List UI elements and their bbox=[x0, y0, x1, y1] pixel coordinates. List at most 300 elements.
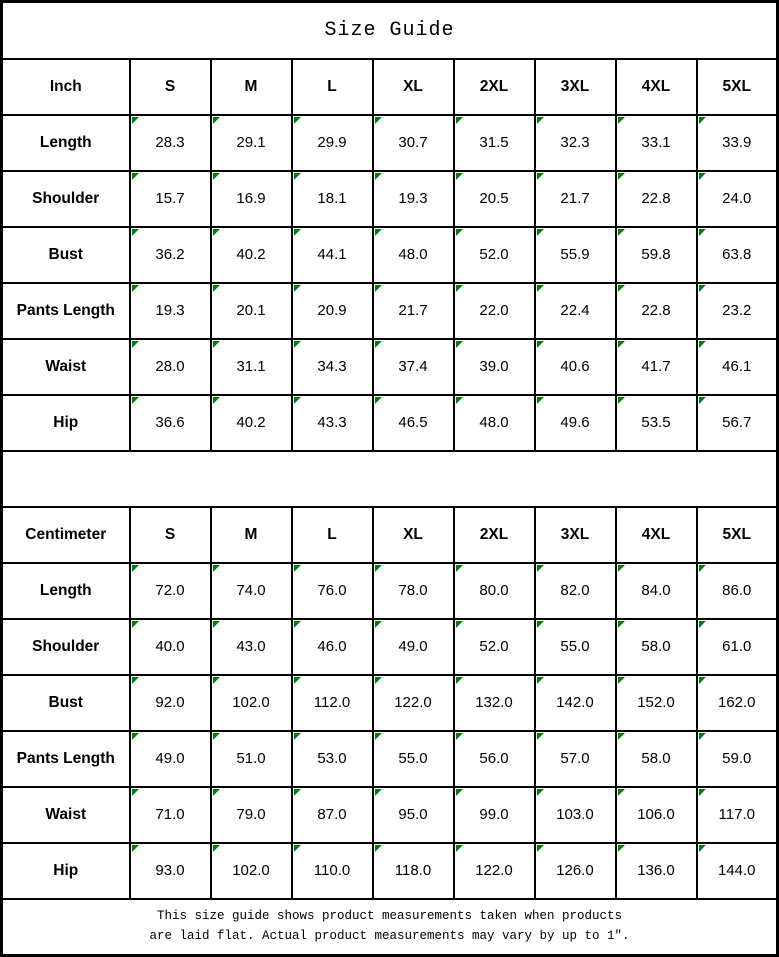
size-column-header: S bbox=[130, 59, 211, 115]
measurement-value: 39.0 bbox=[479, 358, 509, 375]
measurement-value-cell bbox=[535, 339, 616, 395]
measurement-value: 49.6 bbox=[560, 414, 590, 431]
measurement-value: 136.0 bbox=[637, 862, 675, 879]
unit-label: Inch bbox=[2, 59, 130, 115]
measurement-value: 52.0 bbox=[479, 246, 509, 263]
cell-flag-icon bbox=[456, 565, 463, 572]
measurement-row bbox=[2, 171, 778, 227]
cell-flag-icon bbox=[618, 621, 625, 628]
measurement-value-cell bbox=[616, 563, 697, 619]
measurement-value: 22.8 bbox=[641, 190, 671, 207]
size-column-header: 3XL bbox=[535, 507, 616, 563]
measurement-value-cell bbox=[454, 171, 535, 227]
measurement-label: Waist bbox=[2, 339, 130, 395]
measurement-value-cell bbox=[616, 283, 697, 339]
cell-flag-icon bbox=[375, 341, 382, 348]
measurement-value: 40.2 bbox=[236, 246, 266, 263]
measurement-label: Hip bbox=[2, 843, 130, 899]
measurement-value-cell bbox=[373, 171, 454, 227]
measurement-value: 46.5 bbox=[398, 414, 428, 431]
cell-flag-icon bbox=[213, 621, 220, 628]
measurement-value: 22.8 bbox=[641, 302, 671, 319]
cell-flag-icon bbox=[375, 621, 382, 628]
measurement-value: 29.1 bbox=[236, 134, 266, 151]
measurement-value: 31.1 bbox=[236, 358, 266, 375]
cell-flag-icon bbox=[213, 845, 220, 852]
measurement-value-cell bbox=[130, 843, 211, 899]
measurement-value-cell bbox=[373, 227, 454, 283]
measurement-value: 37.4 bbox=[398, 358, 428, 375]
size-column-header: XL bbox=[373, 59, 454, 115]
measurement-value: 63.8 bbox=[722, 246, 752, 263]
measurement-row bbox=[2, 843, 778, 899]
measurement-value-cell bbox=[535, 843, 616, 899]
measurement-value: 84.0 bbox=[641, 582, 671, 599]
cell-flag-icon bbox=[456, 677, 463, 684]
measurement-value-cell bbox=[211, 115, 292, 171]
cell-flag-icon bbox=[375, 397, 382, 404]
measurement-value-cell bbox=[211, 619, 292, 675]
measurement-label: Shoulder bbox=[2, 171, 130, 227]
measurement-value-cell bbox=[454, 787, 535, 843]
cell-flag-icon bbox=[537, 565, 544, 572]
measurement-value: 48.0 bbox=[398, 246, 428, 263]
measurement-value: 106.0 bbox=[637, 806, 675, 823]
measurement-value-cell bbox=[292, 171, 373, 227]
measurement-value-cell bbox=[292, 843, 373, 899]
measurement-value: 102.0 bbox=[232, 862, 270, 879]
measurement-value-cell bbox=[454, 675, 535, 731]
measurement-value-cell bbox=[373, 115, 454, 171]
measurement-value-cell bbox=[211, 787, 292, 843]
cell-flag-icon bbox=[456, 117, 463, 124]
measurement-value: 80.0 bbox=[479, 582, 509, 599]
measurement-value-cell bbox=[535, 675, 616, 731]
measurement-value: 92.0 bbox=[155, 694, 185, 711]
cell-flag-icon bbox=[537, 397, 544, 404]
measurement-value: 61.0 bbox=[722, 638, 752, 655]
cell-flag-icon bbox=[537, 733, 544, 740]
measurement-value: 122.0 bbox=[475, 862, 513, 879]
cell-flag-icon bbox=[699, 117, 706, 124]
measurement-value-cell bbox=[292, 787, 373, 843]
cell-flag-icon bbox=[375, 229, 382, 236]
measurement-label: Bust bbox=[2, 227, 130, 283]
measurement-value-cell bbox=[211, 171, 292, 227]
measurement-value: 41.7 bbox=[641, 358, 671, 375]
measurement-value: 55.0 bbox=[398, 750, 428, 767]
cell-flag-icon bbox=[213, 565, 220, 572]
measurement-value: 19.3 bbox=[155, 302, 185, 319]
cell-flag-icon bbox=[699, 845, 706, 852]
measurement-value-cell bbox=[292, 731, 373, 787]
cell-flag-icon bbox=[375, 117, 382, 124]
measurement-label: Length bbox=[2, 563, 130, 619]
cell-flag-icon bbox=[132, 565, 139, 572]
measurement-value-cell bbox=[130, 339, 211, 395]
measurement-value-cell bbox=[697, 843, 778, 899]
measurement-row bbox=[2, 395, 778, 451]
measurement-value-cell bbox=[211, 563, 292, 619]
measurement-value: 32.3 bbox=[560, 134, 590, 151]
cell-flag-icon bbox=[456, 621, 463, 628]
measurement-value: 49.0 bbox=[398, 638, 428, 655]
cell-flag-icon bbox=[456, 285, 463, 292]
cell-flag-icon bbox=[375, 733, 382, 740]
cell-flag-icon bbox=[618, 117, 625, 124]
cell-flag-icon bbox=[375, 789, 382, 796]
measurement-row bbox=[2, 115, 778, 171]
cell-flag-icon bbox=[294, 229, 301, 236]
cell-flag-icon bbox=[699, 173, 706, 180]
cell-flag-icon bbox=[213, 341, 220, 348]
measurement-value-cell bbox=[616, 843, 697, 899]
measurement-value: 15.7 bbox=[155, 190, 185, 207]
measurement-value: 112.0 bbox=[313, 694, 351, 711]
cell-flag-icon bbox=[294, 845, 301, 852]
measurement-value: 132.0 bbox=[475, 694, 513, 711]
size-column-header: M bbox=[211, 59, 292, 115]
measurement-value-cell bbox=[211, 227, 292, 283]
measurement-value: 72.0 bbox=[155, 582, 185, 599]
cell-flag-icon bbox=[375, 565, 382, 572]
cell-flag-icon bbox=[456, 789, 463, 796]
size-column-header: L bbox=[292, 507, 373, 563]
measurement-value-cell bbox=[697, 339, 778, 395]
size-column-header: 2XL bbox=[454, 507, 535, 563]
size-column-header: 3XL bbox=[535, 59, 616, 115]
cell-flag-icon bbox=[618, 789, 625, 796]
size-column-header: M bbox=[211, 507, 292, 563]
footer-note-line-2: are laid flat. Actual product measurements may vary by up to 1″. bbox=[149, 928, 630, 943]
cell-flag-icon bbox=[456, 397, 463, 404]
measurement-value: 86.0 bbox=[722, 582, 752, 599]
measurement-value: 30.7 bbox=[398, 134, 428, 151]
measurement-value-cell bbox=[130, 787, 211, 843]
cell-flag-icon bbox=[213, 733, 220, 740]
cell-flag-icon bbox=[456, 733, 463, 740]
cell-flag-icon bbox=[699, 565, 706, 572]
measurement-row bbox=[2, 283, 778, 339]
measurement-value-cell bbox=[697, 283, 778, 339]
cell-flag-icon bbox=[537, 285, 544, 292]
cell-flag-icon bbox=[618, 341, 625, 348]
cell-flag-icon bbox=[375, 285, 382, 292]
measurement-value: 59.0 bbox=[722, 750, 752, 767]
size-column-header: L bbox=[292, 59, 373, 115]
cell-flag-icon bbox=[132, 285, 139, 292]
measurement-value: 40.2 bbox=[236, 414, 266, 431]
measurement-value-cell bbox=[292, 675, 373, 731]
cell-flag-icon bbox=[375, 845, 382, 852]
measurement-value-cell bbox=[373, 675, 454, 731]
cell-flag-icon bbox=[294, 621, 301, 628]
measurement-value: 110.0 bbox=[313, 862, 351, 879]
measurement-value-cell bbox=[373, 283, 454, 339]
measurement-value-cell bbox=[697, 227, 778, 283]
cell-flag-icon bbox=[537, 789, 544, 796]
measurement-value: 20.1 bbox=[236, 302, 266, 319]
size-column-header: XL bbox=[373, 507, 454, 563]
measurement-value: 58.0 bbox=[641, 638, 671, 655]
measurement-value-cell bbox=[130, 395, 211, 451]
measurement-value-cell bbox=[454, 339, 535, 395]
measurement-value-cell bbox=[373, 563, 454, 619]
page-title: Size Guide bbox=[2, 2, 778, 59]
measurement-value-cell bbox=[454, 619, 535, 675]
measurement-value-cell bbox=[211, 731, 292, 787]
measurement-value-cell bbox=[697, 675, 778, 731]
cell-flag-icon bbox=[618, 565, 625, 572]
measurement-value: 99.0 bbox=[479, 806, 509, 823]
cell-flag-icon bbox=[132, 397, 139, 404]
measurement-value-cell bbox=[292, 339, 373, 395]
measurement-value-cell bbox=[211, 339, 292, 395]
cell-flag-icon bbox=[132, 621, 139, 628]
measurement-value-cell bbox=[535, 115, 616, 171]
section-spacer bbox=[2, 451, 778, 507]
measurement-value: 162.0 bbox=[717, 694, 756, 711]
measurement-value: 33.9 bbox=[722, 134, 752, 151]
cell-flag-icon bbox=[537, 229, 544, 236]
measurement-value-cell bbox=[292, 563, 373, 619]
measurement-value-cell bbox=[697, 395, 778, 451]
measurement-value-cell bbox=[454, 843, 535, 899]
measurement-value: 102.0 bbox=[232, 694, 270, 711]
measurement-value-cell bbox=[535, 227, 616, 283]
measurement-value: 87.0 bbox=[317, 806, 347, 823]
cell-flag-icon bbox=[618, 285, 625, 292]
measurement-value-cell bbox=[616, 787, 697, 843]
cell-flag-icon bbox=[294, 285, 301, 292]
measurement-value: 43.0 bbox=[236, 638, 266, 655]
cell-flag-icon bbox=[699, 733, 706, 740]
measurement-value-cell bbox=[616, 395, 697, 451]
measurement-value-cell bbox=[130, 171, 211, 227]
measurement-value-cell bbox=[292, 619, 373, 675]
cell-flag-icon bbox=[618, 229, 625, 236]
cell-flag-icon bbox=[375, 173, 382, 180]
cell-flag-icon bbox=[213, 173, 220, 180]
measurement-value: 28.3 bbox=[155, 134, 185, 151]
measurement-value-cell bbox=[616, 227, 697, 283]
cell-flag-icon bbox=[537, 117, 544, 124]
measurement-value-cell bbox=[697, 563, 778, 619]
measurement-value: 36.6 bbox=[155, 414, 185, 431]
measurement-value-cell bbox=[454, 283, 535, 339]
measurement-value: 56.7 bbox=[722, 414, 752, 431]
measurement-value: 152.0 bbox=[637, 694, 675, 711]
cell-flag-icon bbox=[699, 621, 706, 628]
measurement-value: 16.9 bbox=[236, 190, 266, 207]
measurement-row bbox=[2, 227, 778, 283]
measurement-value-cell bbox=[130, 115, 211, 171]
cell-flag-icon bbox=[213, 229, 220, 236]
measurement-value-cell bbox=[373, 843, 454, 899]
unit-header-row bbox=[2, 59, 778, 115]
measurement-value: 117.0 bbox=[718, 806, 755, 823]
measurement-value: 78.0 bbox=[398, 582, 428, 599]
measurement-value-cell bbox=[211, 283, 292, 339]
measurement-value-cell bbox=[535, 283, 616, 339]
measurement-row bbox=[2, 619, 778, 675]
footer-note-line-1: This size guide shows product measurements taken when products bbox=[156, 909, 623, 924]
measurement-value-cell bbox=[616, 171, 697, 227]
measurement-value-cell bbox=[211, 843, 292, 899]
measurement-value-cell bbox=[616, 675, 697, 731]
measurement-value-cell bbox=[373, 787, 454, 843]
measurement-value-cell bbox=[697, 731, 778, 787]
measurement-value: 93.0 bbox=[155, 862, 185, 879]
measurement-value-cell bbox=[454, 115, 535, 171]
cell-flag-icon bbox=[699, 341, 706, 348]
measurement-value-cell bbox=[697, 115, 778, 171]
measurement-value: 51.0 bbox=[236, 750, 266, 767]
measurement-value: 33.1 bbox=[641, 134, 671, 151]
cell-flag-icon bbox=[294, 173, 301, 180]
measurement-label: Shoulder bbox=[2, 619, 130, 675]
cell-flag-icon bbox=[456, 845, 463, 852]
measurement-value: 23.2 bbox=[722, 302, 752, 319]
measurement-value: 55.0 bbox=[560, 638, 590, 655]
cell-flag-icon bbox=[294, 677, 301, 684]
measurement-value-cell bbox=[697, 787, 778, 843]
measurement-value: 126.0 bbox=[556, 862, 594, 879]
measurement-value: 18.1 bbox=[317, 190, 347, 207]
measurement-label: Length bbox=[2, 115, 130, 171]
cell-flag-icon bbox=[294, 117, 301, 124]
measurement-value: 58.0 bbox=[641, 750, 671, 767]
cell-flag-icon bbox=[699, 789, 706, 796]
measurement-value: 49.0 bbox=[155, 750, 185, 767]
cell-flag-icon bbox=[132, 341, 139, 348]
measurement-value: 57.0 bbox=[560, 750, 590, 767]
cell-flag-icon bbox=[294, 341, 301, 348]
measurement-value-cell bbox=[535, 731, 616, 787]
measurement-value: 24.0 bbox=[722, 190, 752, 207]
measurement-value-cell bbox=[697, 171, 778, 227]
measurement-value-cell bbox=[373, 731, 454, 787]
cell-flag-icon bbox=[132, 677, 139, 684]
cell-flag-icon bbox=[537, 341, 544, 348]
measurement-value-cell bbox=[454, 563, 535, 619]
measurement-value: 46.1 bbox=[722, 358, 752, 375]
measurement-value-cell bbox=[454, 395, 535, 451]
measurement-value: 36.2 bbox=[155, 246, 185, 263]
measurement-value: 71.0 bbox=[155, 806, 185, 823]
measurement-value: 21.7 bbox=[560, 190, 590, 207]
cell-flag-icon bbox=[618, 733, 625, 740]
measurement-value: 52.0 bbox=[479, 638, 509, 655]
measurement-value-cell bbox=[454, 731, 535, 787]
cell-flag-icon bbox=[213, 789, 220, 796]
measurement-value-cell bbox=[292, 115, 373, 171]
measurement-value: 28.0 bbox=[155, 358, 185, 375]
measurement-value: 29.9 bbox=[317, 134, 347, 151]
measurement-value-cell bbox=[616, 619, 697, 675]
cell-flag-icon bbox=[618, 845, 625, 852]
measurement-value-cell bbox=[292, 395, 373, 451]
size-column-header: 5XL bbox=[697, 507, 778, 563]
size-column-header: 4XL bbox=[616, 507, 697, 563]
measurement-row bbox=[2, 675, 778, 731]
measurement-value: 34.3 bbox=[317, 358, 347, 375]
size-column-header: 2XL bbox=[454, 59, 535, 115]
measurement-value-cell bbox=[535, 395, 616, 451]
measurement-value-cell bbox=[373, 619, 454, 675]
measurement-value: 122.0 bbox=[394, 694, 432, 711]
measurement-value-cell bbox=[697, 619, 778, 675]
cell-flag-icon bbox=[213, 117, 220, 124]
measurement-value-cell bbox=[130, 731, 211, 787]
measurement-label: Waist bbox=[2, 787, 130, 843]
measurement-value-cell bbox=[535, 619, 616, 675]
measurement-value: 142.0 bbox=[556, 694, 594, 711]
cell-flag-icon bbox=[456, 229, 463, 236]
measurement-label: Pants Length bbox=[2, 731, 130, 787]
measurement-value-cell bbox=[130, 675, 211, 731]
measurement-value: 40.6 bbox=[560, 358, 590, 375]
measurement-value-cell bbox=[130, 227, 211, 283]
measurement-value-cell bbox=[130, 563, 211, 619]
measurement-row bbox=[2, 731, 778, 787]
measurement-value: 76.0 bbox=[317, 582, 347, 599]
cell-flag-icon bbox=[132, 173, 139, 180]
cell-flag-icon bbox=[699, 397, 706, 404]
cell-flag-icon bbox=[132, 229, 139, 236]
cell-flag-icon bbox=[213, 677, 220, 684]
cell-flag-icon bbox=[699, 229, 706, 236]
cell-flag-icon bbox=[537, 621, 544, 628]
measurement-value-cell bbox=[535, 171, 616, 227]
measurement-label: Bust bbox=[2, 675, 130, 731]
measurement-value: 19.3 bbox=[398, 190, 428, 207]
measurement-value: 20.5 bbox=[479, 190, 509, 207]
measurement-value: 79.0 bbox=[236, 806, 266, 823]
cell-flag-icon bbox=[213, 397, 220, 404]
measurement-value: 31.5 bbox=[479, 134, 509, 151]
measurement-value: 48.0 bbox=[479, 414, 509, 431]
cell-flag-icon bbox=[132, 845, 139, 852]
measurement-value-cell bbox=[616, 115, 697, 171]
measurement-value: 103.0 bbox=[556, 806, 594, 823]
measurement-value-cell bbox=[130, 283, 211, 339]
measurement-value: 144.0 bbox=[717, 862, 756, 879]
measurement-value-cell bbox=[292, 283, 373, 339]
measurement-value-cell bbox=[130, 619, 211, 675]
cell-flag-icon bbox=[213, 285, 220, 292]
cell-flag-icon bbox=[618, 397, 625, 404]
measurement-value-cell bbox=[616, 339, 697, 395]
measurement-value: 56.0 bbox=[479, 750, 509, 767]
footer-note bbox=[2, 899, 778, 956]
measurement-value-cell bbox=[211, 395, 292, 451]
measurement-value: 21.7 bbox=[398, 302, 428, 319]
measurement-row bbox=[2, 563, 778, 619]
measurement-value: 43.3 bbox=[317, 414, 347, 431]
title-row bbox=[2, 2, 778, 59]
measurement-value-cell bbox=[373, 339, 454, 395]
cell-flag-icon bbox=[537, 677, 544, 684]
measurement-value: 20.9 bbox=[317, 302, 347, 319]
measurement-label: Hip bbox=[2, 395, 130, 451]
measurement-value: 59.8 bbox=[641, 246, 671, 263]
cell-flag-icon bbox=[699, 677, 706, 684]
unit-header-row bbox=[2, 507, 778, 563]
measurement-value: 22.0 bbox=[479, 302, 509, 319]
cell-flag-icon bbox=[294, 397, 301, 404]
cell-flag-icon bbox=[456, 341, 463, 348]
